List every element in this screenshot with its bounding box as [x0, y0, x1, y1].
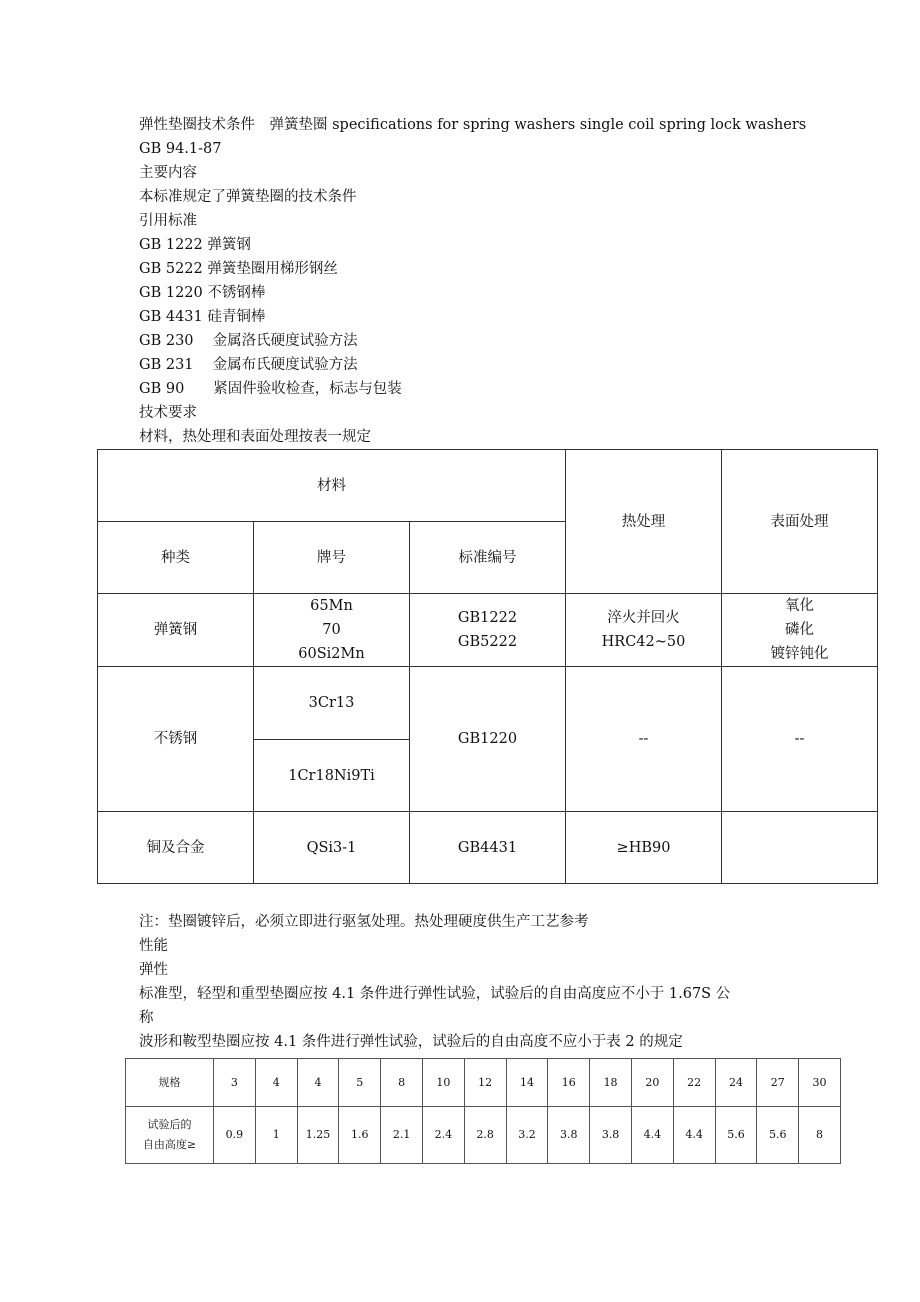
kind-cell: 铜及合金: [98, 812, 254, 884]
spec-cell: 4: [297, 1059, 339, 1107]
reference-item: GB 4431 硅青铜棒: [139, 309, 266, 325]
height-cell: 2.4: [422, 1107, 464, 1164]
grade-value: 70: [322, 622, 341, 638]
height-cell: 2.1: [381, 1107, 423, 1164]
table-row: [98, 812, 878, 884]
header-surface-treatment: 表面处理: [722, 450, 878, 594]
height-cell: 2.8: [464, 1107, 506, 1164]
kind-cell: 不锈钢: [98, 667, 254, 812]
header-standard: 标准编号: [410, 522, 566, 594]
spec-cell: 24: [715, 1059, 757, 1107]
spec-cell: 27: [757, 1059, 799, 1107]
heat-cell: [566, 594, 722, 667]
heat-cell: --: [566, 667, 722, 812]
height-cell: 8: [799, 1107, 841, 1164]
height-cell: 1: [255, 1107, 297, 1164]
table-row: [126, 1107, 841, 1164]
standard-value: GB1222: [457, 610, 518, 626]
table-row: [126, 1059, 841, 1107]
header-grade: 牌号: [254, 522, 410, 594]
paragraph: 本标准规定了弹簧垫圈的技术条件: [139, 189, 357, 205]
height-cell: 0.9: [214, 1107, 256, 1164]
spec-label: 规格: [126, 1059, 214, 1107]
surface-cell: [722, 812, 878, 884]
standard-number: GB 94.1-87: [139, 141, 222, 157]
height-cell: 5.6: [715, 1107, 757, 1164]
grade-value: 60Si2Mn: [298, 646, 365, 662]
section-heading: 引用标准: [139, 213, 197, 229]
surface-cell: [722, 594, 878, 667]
grade-cell: 1Cr18Ni9Ti: [254, 740, 410, 812]
surface-cell: --: [722, 667, 878, 812]
standard-cell: GB4431: [410, 812, 566, 884]
spec-cell: 4: [255, 1059, 297, 1107]
height-cell: 3.8: [548, 1107, 590, 1164]
kind-cell: 弹簧钢: [98, 594, 254, 667]
surface-value: 镀锌钝化: [770, 646, 829, 662]
surface-value: 磷化: [785, 622, 814, 638]
spec-cell: 5: [339, 1059, 381, 1107]
spec-cell: 22: [673, 1059, 715, 1107]
section-heading: 主要内容: [139, 165, 197, 181]
section-heading: 技术要求: [139, 405, 197, 421]
header-material: 材料: [98, 450, 566, 522]
section-heading: 弹性: [139, 962, 168, 978]
paragraph: 波形和鞍型垫圈应按 4.1 条件进行弹性试验，试验后的自由高度不应小于表 2 的规定: [139, 1034, 683, 1050]
spec-cell: 14: [506, 1059, 548, 1107]
paragraph: 材料，热处理和表面处理按表一规定: [139, 429, 371, 445]
doc-title: 弹性垫圈技术条件 弹簧垫圈 specifications for spring washers single coil spring lock washers: [139, 117, 807, 133]
paragraph: 标准型，轻型和重型垫圈应按 4.1 条件进行弹性试验，试验后的自由高度应不小于 1.67S 公: [139, 986, 731, 1002]
height-cell: 1.25: [297, 1107, 339, 1164]
spec-cell: 16: [548, 1059, 590, 1107]
reference-item: GB 231 金属布氏硬度试验方法: [139, 357, 358, 373]
materials-table: [97, 449, 878, 884]
free-height-table: [125, 1058, 841, 1164]
height-cell: 4.4: [673, 1107, 715, 1164]
spec-cell: 18: [590, 1059, 632, 1107]
spec-cell: 20: [631, 1059, 673, 1107]
height-cell: 3.8: [590, 1107, 632, 1164]
reference-item: GB 230 金属洛氏硬度试验方法: [139, 333, 358, 349]
heat-cell: ≥HB90: [566, 812, 722, 884]
grade-cell: [254, 594, 410, 667]
surface-value: 氧化: [785, 598, 814, 614]
standard-value: GB5222: [457, 634, 518, 650]
height-cell: 1.6: [339, 1107, 381, 1164]
spec-cell: 8: [381, 1059, 423, 1107]
spec-cell: 10: [422, 1059, 464, 1107]
grade-value: 65Mn: [310, 598, 353, 614]
table-row: [98, 667, 878, 740]
paragraph: 称: [139, 1010, 154, 1026]
grade-cell: 3Cr13: [254, 667, 410, 740]
height-label-line: 试验后的: [147, 1118, 192, 1131]
reference-item: GB 90 紧固件验收检查，标志与包装: [139, 381, 402, 397]
height-cell: 4.4: [631, 1107, 673, 1164]
table-note: 注：垫圈镀锌后，必须立即进行驱氢处理。热处理硬度供生产工艺参考: [139, 914, 589, 930]
spec-cell: 3: [214, 1059, 256, 1107]
section-heading: 性能: [139, 938, 168, 954]
table-row: [98, 594, 878, 667]
spec-cell: 12: [464, 1059, 506, 1107]
height-label-line: 自由高度≥: [142, 1138, 197, 1151]
header-kind: 种类: [98, 522, 254, 594]
standard-cell: [410, 594, 566, 667]
heat-value: 淬火并回火: [607, 610, 680, 626]
spec-cell: 30: [799, 1059, 841, 1107]
heat-value: HRC42~50: [601, 634, 686, 650]
height-cell: 3.2: [506, 1107, 548, 1164]
grade-cell: QSi3-1: [254, 812, 410, 884]
reference-item: GB 1220 不锈钢棒: [139, 285, 266, 301]
height-cell: 5.6: [757, 1107, 799, 1164]
height-label: [126, 1107, 214, 1164]
reference-item: GB 5222 弹簧垫圈用梯形钢丝: [139, 261, 338, 277]
standard-cell: GB1220: [410, 667, 566, 812]
header-heat-treatment: 热处理: [566, 450, 722, 594]
reference-item: GB 1222 弹簧钢: [139, 237, 251, 253]
